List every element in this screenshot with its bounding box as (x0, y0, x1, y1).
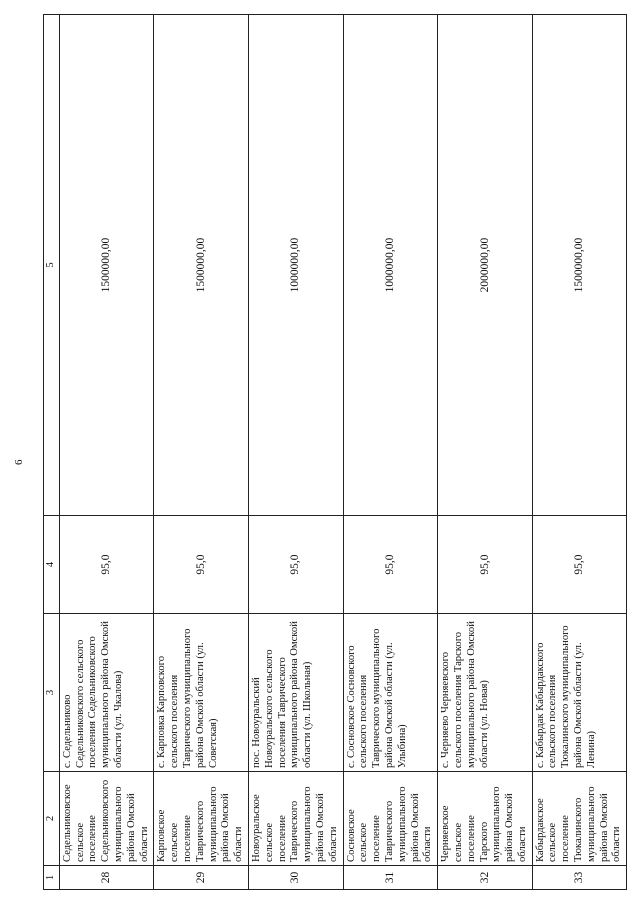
amount-cell: 1000000,00 (248, 15, 343, 516)
row-number-cell: 32 (438, 866, 533, 890)
row-number-cell: 30 (248, 866, 343, 890)
amount-cell: 1500000,00 (154, 15, 249, 516)
settlement-name-cell: Новоуральское сельское поселение Таврического муниципального района Омской области (248, 772, 343, 866)
amount-cell: 2000000,00 (438, 15, 533, 516)
column-number-4: 4 (44, 516, 60, 614)
percent-cell: 95,0 (154, 516, 249, 614)
amount-cell: 1500000,00 (59, 15, 154, 516)
amount-cell: 1000000,00 (343, 15, 438, 516)
percent-cell: 95,0 (343, 516, 438, 614)
percent-cell: 95,0 (438, 516, 533, 614)
table-row (438, 15, 533, 890)
settlement-name-cell: Седельниковское сельское поселение Седельниковского муниципального района Омской области (59, 772, 154, 866)
settlement-name-cell: Кабырдакское сельское поселение Тюкалинского муниципального района Омской области (532, 772, 627, 866)
settlement-name-cell: Сосновское сельское поселение Таврического муниципального района Омской области (343, 772, 438, 866)
table-row (532, 15, 627, 890)
row-number-cell: 28 (59, 866, 154, 890)
row-number-cell: 33 (532, 866, 627, 890)
settlement-name-cell: Черняевское сельское поселение Тарского муниципального района Омской области (438, 772, 533, 866)
location-cell: с. Сосновское Сосновского сельского поселения Таврического муниципального района Омской области (ул. Улыбина) (343, 614, 438, 772)
column-number-1: 1 (44, 866, 60, 890)
column-number-header-row (44, 15, 60, 890)
column-number-5: 5 (44, 15, 60, 516)
amount-cell: 1500000,00 (532, 15, 627, 516)
row-number-cell: 29 (154, 866, 249, 890)
table-row (59, 15, 154, 890)
percent-cell: 95,0 (248, 516, 343, 614)
data-table (43, 14, 627, 890)
column-number-2: 2 (44, 772, 60, 866)
table-row (154, 15, 249, 890)
column-number-3: 3 (44, 614, 60, 772)
location-cell: с. Карповка Карповского сельского поселения Таврического муниципального района Омской области (ул. Советская) (154, 614, 249, 772)
table-row (343, 15, 438, 890)
settlement-name-cell: Карповское сельское поселение Таврического муниципального района Омской области (154, 772, 249, 866)
table-row (248, 15, 343, 890)
percent-cell: 95,0 (532, 516, 627, 614)
row-number-cell: 31 (343, 866, 438, 890)
location-cell: пос. Новоуральский Новоуральского сельского поселения Таврического муниципального района Омской области (ул. Школьная) (248, 614, 343, 772)
percent-cell: 95,0 (59, 516, 154, 614)
page-number: 6 (13, 459, 25, 465)
location-cell: с. Черняево Черняевского сельского поселения Тарского муниципального района Омской области (ул. Новая) (438, 614, 533, 772)
location-cell: с. Кабырдак Кабырдакского сельского поселения Тюкалинского муниципального района Омской области (ул. Ленина) (532, 614, 627, 772)
location-cell: с. Седельниково Седельниковского сельского поселения Седельниковского муниципального района Омской области (ул. Чкалова) (59, 614, 154, 772)
